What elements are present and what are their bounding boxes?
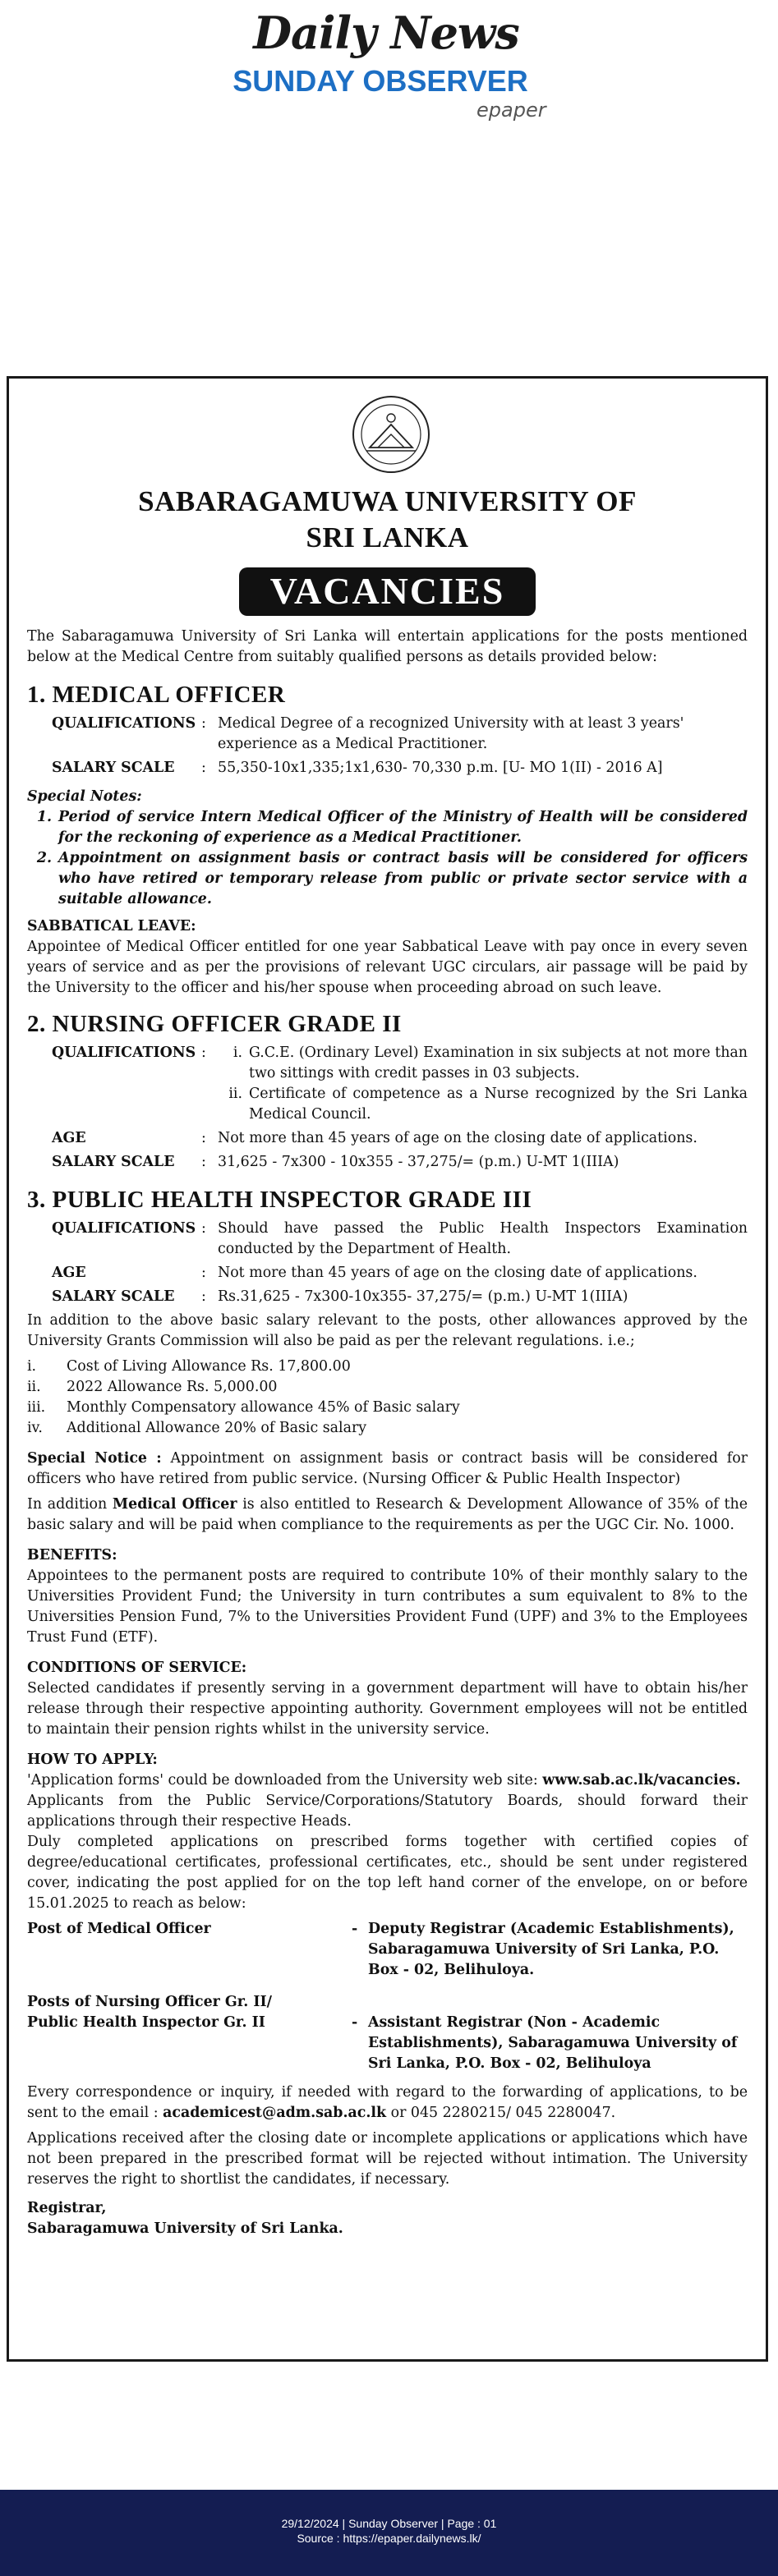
- address-no-text: Assistant Registrar (Non - Academic Establishments), Sabaragamuwa University of Sri Lanka, P.O. Box - 02, Belihuloya: [368, 2014, 738, 2072]
- signoff-university: Sabaragamuwa University of Sri Lanka.: [27, 2220, 343, 2237]
- post3-salary-label: SALARY SCALE: [52, 1288, 175, 1305]
- allowance-text: 2022 Allowance Rs. 5,000.00: [67, 1379, 278, 1395]
- page-footer: [0, 2490, 778, 2576]
- address-no-label-line1: Posts of Nursing Officer Gr. II/: [27, 1994, 273, 2010]
- advertisement-body: The Sabaragamuwa University of Sri Lanka will entertain applications for the posts mentioned below at the Medical Centre from suitably qualified persons as details provided below: 1. MEDICAL OFFICER QUALIFICATIONS : Medical Degree of a recognized University with at least 3 years' experience as a Medical Practitioner. SALARY SCALE : 55,350-10x1,335;1x1,630- 70,330 p.m. [U- MO 1(II) - 2016 A] Special Notes: 1. Period of service Intern Medical Officer of the Ministry of Health will be considered for the reckoning of experience as a Medical Practitioner. 2. Appointment on assignment basis or contract basis will be considered for officers who have retired or temporary release from public or private sector service with a suitable allowance. SABBATICAL LEAVE: Appointee of Medical Officer entitled for one year Sabbatical Leave with pay once in every seven years of service and as per the provisions of relevant UGC circulars, air passage will be paid by the University to the officer and his/her spouse when proceeding abroad on such leave. 2. NURSING OFFICER GRADE II QUALIFICATIONS : i. G.C.E. (Ordinary Level) Examination in six subjects at not more than two sittings with credit passes in 03 subjects. ii. Certificate of competence as a Nurse recognized by the Sri Lanka Medical Council. AGE : Not more than 45 years of age on the closing date of applications. SALARY SCALE : 31,625 - 7x300 - 10x355 - 37,275/= (p.m.) U-MT 1(IIIA) 3. PUBLIC HEALTH INSPECTOR GRADE III QUALIFICATIONS : Should have passed the Public Health Inspectors Examination conducted by the Department of Health. AGE : Not more than 45 years of age on the closing date of applications. SALARY SCALE : Rs.31,625 - 7x300-10x355- 37,275/= (p.m.) U-MT 1(IIIA) In addition to the above basic salary relevant to the posts, other allowances approved by the University Grants Commission will also be paid as per the relevant regulations. i.e.; i. Cost of Living Allowance Rs. 17,800.00 ii. 2022 Allowance Rs. 5,000.00 iii. Monthly Compensatory allowance 45% of Basic salary iv. Additional Allowance 20% of Basic salary Special Notice : Appointment on assignment basis or contract basis will be considered for officers who have retired from public service. (Nursing Officer & Public Health Inspector) In addition Medical Officer is also entitled to Research & Development Allowance of 35% of the basic salary and will be paid when compliance to the requirements as per the UGC Cir. No. 1000. BENEFITS: Appointees to the permanent posts are required to contribute 10% of their monthly salary to the Universities Provident Fund; the University in turn contributes a sum equivalent to 8% to the Universities Pension Fund, 7% to the Universities Provident Fund (UPF) and 3% to the Employees Trust Fund (ETF). CONDITIONS OF SERVICE: Selected candidates if presently serving in a government department will have to obtain his/her release through their respective appointing authority. Government employees will not be entitled to maintain their pension rights whilst in the university service. HOW TO APPLY: 'Application forms' could be downloaded from the University web site: www.sab.ac.lk/vacancies. Applicants from the Public Service/Corporations/Statutory Boards, should forward their applications through their respective Heads. Duly completed applications on prescribed forms together with certified copies of degree/educational certificates, professional certificates, etc., should be sent under registered cover, indicating the post applied for on the top left hand corner of the envelope, on or before 15.01.2025 to reach as below: Post of Medical Officer - Deputy Registrar (Academic Establishments), Sabaragamuwa University of Sri Lanka, P.O. Box - 02, Belihuloya. Posts of Nursing Officer Gr. II/ Public Health Inspector Gr. II - Assistant Registrar (Non - Academic Establishments), Sabaragamuwa University of Sri Lanka, P.O. Box - 02, Belihuloya Every correspondence or inquiry, if needed with regard to the forwarding of applications, to be sent to the email : academicest@adm.sab.ac.lk or 045 2280215/ 045 2280047. Applications received after the closing date or incomplete applications or applications which have not been prepared in the prescribed format will be rejected without intimation. The University reserves the right to shortlist the candidates, if necessary. Registrar, Sabaragamuwa University of Sri Lanka.: [27, 627, 748, 2239]
- allowance-item: [27, 1357, 748, 1377]
- apply-public-service: Applicants from the Public Service/Corporations/Statutory Boards, should forward their applications through their respective Heads.: [27, 1793, 748, 1830]
- special-note-item: [27, 848, 748, 910]
- correspondence-text: Every correspondence or inquiry, if needed with regard to the forwarding of applications, to be sent to the email :: [27, 2084, 748, 2121]
- post3-age-label: AGE: [52, 1265, 86, 1281]
- allowance-number: iii.: [27, 1399, 46, 1416]
- benefits-text: Appointees to the permanent posts are required to contribute 10% of their monthly salary to the Universities Provident Fund; the University in turn contributes a sum equivalent to 8% to the Universities Pension Fund, 7% to the Universities Provident Fund (UPF) and 3% to the Employees Trust Fund (ETF).: [27, 1568, 748, 1646]
- special-notice-label: Special Notice :: [27, 1450, 162, 1467]
- benefits-heading: BENEFITS:: [27, 1547, 117, 1564]
- post2-salary-label: SALARY SCALE: [52, 1154, 175, 1170]
- post3-age: Not more than 45 years of age on the closing date of applications.: [218, 1265, 697, 1281]
- post2-age: Not more than 45 years of age on the closing date of applications.: [218, 1130, 697, 1146]
- research-text-bold: Medical Officer: [112, 1496, 237, 1513]
- intro-text: The Sabaragamuwa University of Sri Lanka will entertain applications for the posts mentioned below at the Medical Centre from suitably qualified persons as details provided below:: [27, 628, 748, 665]
- post1-salary: 55,350-10x1,335;1x1,630- 70,330 p.m. [U- MO 1(II) - 2016 A]: [218, 760, 663, 776]
- research-allowance: [27, 1495, 748, 1536]
- post2-salary: 31,625 - 7x300 - 10x355 - 37,275/= (p.m.) U-MT 1(IIIA): [218, 1154, 619, 1170]
- address-mo-label: Post of Medical Officer: [27, 1921, 211, 1937]
- daily-news-logo: Daily News: [253, 7, 519, 59]
- allowance-text: Additional Allowance 20% of Basic salary: [67, 1420, 367, 1436]
- address-mo-text: Deputy Registrar (Academic Establishments), Sabaragamuwa University of Sri Lanka, P.O. Box - 02, Belihuloya.: [368, 1921, 734, 1978]
- apply-heading: HOW TO APPLY:: [27, 1752, 158, 1768]
- apply-submission: Duly completed applications on prescribed forms together with certified copies of degree/educational certificates, professional certificates, etc., should be sent under registered cover, indicating the post applied for on the top left hand corner of the envelope, on or before 15.01.2025 to reach as below:: [27, 1834, 748, 1912]
- sabbatical-heading: SABBATICAL LEAVE:: [27, 918, 196, 934]
- footer-source: Source : https://epaper.dailynews.lk/: [297, 2532, 481, 2545]
- special-note-number: 1.: [36, 809, 52, 825]
- allowance-item: [27, 1418, 748, 1439]
- university-name-line1: SABARAGAMUWA UNIVERSITY OF: [138, 485, 637, 517]
- vacancies-banner: VACANCIES: [239, 567, 536, 616]
- post2-qual-i-number: i.: [232, 1045, 242, 1061]
- post2-qual-ii: Certificate of competence as a Nurse recognized by the Sri Lanka Medical Council.: [249, 1086, 748, 1123]
- apply-download-text: 'Application forms' could be downloaded from the University web site:: [27, 1772, 538, 1789]
- post3-qualifications: Should have passed the Public Health Inspectors Examination conducted by the Department of Health.: [218, 1220, 748, 1257]
- university-seal-icon: [342, 393, 440, 475]
- university-name-line2: SRI LANKA: [306, 521, 469, 553]
- allowance-text: Cost of Living Allowance Rs. 17,800.00: [67, 1358, 351, 1375]
- epaper-label: epaper: [476, 99, 546, 122]
- vacancy-advertisement: [7, 376, 768, 2362]
- apply-download: [27, 1770, 748, 1791]
- post1-salary-label: SALARY SCALE: [52, 760, 175, 776]
- closing-notice: Applications received after the closing date or incomplete applications or applications which have not been prepared in the prescribed format will be rejected without intimation. The University reserves the right to shortlist the candidates, if necessary.: [27, 2130, 748, 2188]
- research-text-post: is also entitled to Research & Development Allowance of 35% of the basic salary and will be paid when compliance to the requirements as per the UGC Cir. No. 1000.: [27, 1496, 748, 1533]
- allowance-number: i.: [27, 1358, 37, 1375]
- allowance-item: [27, 1377, 748, 1398]
- allowances-intro: In addition to the above basic salary relevant to the posts, other allowances approved by the University Grants Commission will also be paid as per the relevant regulations. i.e.;: [27, 1312, 748, 1349]
- post2-qual-i: G.C.E. (Ordinary Level) Examination in six subjects at not more than two sittings with credit passes in 03 subjects.: [249, 1045, 748, 1081]
- special-notice-text: Appointment on assignment basis or contract basis will be considered for officers who have retired from public service. (Nursing Officer & Public Health Inspector): [27, 1450, 748, 1487]
- special-note-number: 2.: [36, 850, 52, 866]
- post2-title: 2. NURSING OFFICER GRADE II: [27, 1011, 402, 1037]
- address-nursing-phi: Posts of Nursing Officer Gr. II/ Public Health Inspector Gr. II - Assistant Registrar (Non - Academic Establishments), Sabaragamuwa University of Sri Lanka, P.O. Box - 02, Belihuloya: [27, 1992, 748, 2074]
- special-note-text: Appointment on assignment basis or contract basis will be considered for officers who have retired or temporary release from public or private sector service with a suitable allowance.: [58, 850, 748, 907]
- post2-age-label: AGE: [52, 1130, 86, 1146]
- special-note-text: Period of service Intern Medical Officer of the Ministry of Health will be considered for the reckoning of experience as a Medical Practitioner.: [58, 809, 748, 846]
- post1-qualifications: Medical Degree of a recognized University with at least 3 years' experience as a Medical Practitioner.: [218, 715, 684, 752]
- allowance-number: iv.: [27, 1420, 43, 1436]
- masthead: [0, 0, 778, 131]
- university-name: [9, 484, 766, 556]
- address-medical-officer: Post of Medical Officer - Deputy Registrar (Academic Establishments), Sabaragamuwa University of Sri Lanka, P.O. Box - 02, Belihuloya.: [27, 1919, 748, 1981]
- signoff-title: Registrar,: [27, 2200, 107, 2216]
- allowance-number: ii.: [27, 1379, 41, 1395]
- sabbatical-text: Appointee of Medical Officer entitled for one year Sabbatical Leave with pay once in every seven years of service and as per the provisions of relevant UGC circulars, air passage will be paid by the University to the officer and his/her spouse when proceeding abroad on such leave.: [27, 939, 748, 996]
- special-notice: [27, 1449, 748, 1490]
- apply-download-url[interactable]: www.sab.ac.lk/vacancies.: [542, 1772, 741, 1789]
- conditions-text: Selected candidates if presently serving in a government department will have to obtain his/her release through their respective appointing authority. Government employees will not be entitled to maintain their pension rights whilst in the university service.: [27, 1680, 748, 1738]
- post3-salary: Rs.31,625 - 7x300-10x355- 37,275/= (p.m.) U-MT 1(IIIA): [218, 1288, 628, 1305]
- address-no-label-line2: Public Health Inspector Gr. II: [27, 2014, 265, 2031]
- post2-qual-label: QUALIFICATIONS: [52, 1045, 196, 1061]
- contact-email[interactable]: academicest@adm.sab.ac.lk: [163, 2105, 387, 2121]
- footer-date-page: 29/12/2024 | Sunday Observer | Page : 01: [281, 2517, 497, 2530]
- post3-qual-label: QUALIFICATIONS: [52, 1220, 196, 1237]
- post1-title: 1. MEDICAL OFFICER: [27, 682, 286, 708]
- post2-qual-ii-number: ii.: [228, 1086, 242, 1102]
- special-note-item: [27, 807, 748, 848]
- special-notes-heading: Special Notes:: [27, 788, 142, 805]
- conditions-heading: CONDITIONS OF SERVICE:: [27, 1660, 247, 1676]
- contact-phone: or 045 2280215/ 045 2280047.: [390, 2105, 616, 2121]
- research-text-pre: In addition: [27, 1496, 108, 1513]
- allowance-text: Monthly Compensatory allowance 45% of Basic salary: [67, 1399, 460, 1416]
- sunday-observer-logo: SUNDAY OBSERVER: [232, 64, 528, 98]
- post1-qual-label: QUALIFICATIONS: [52, 715, 196, 732]
- allowance-item: [27, 1398, 748, 1418]
- correspondence: [27, 2082, 748, 2124]
- post3-title: 3. PUBLIC HEALTH INSPECTOR GRADE III: [27, 1187, 532, 1213]
